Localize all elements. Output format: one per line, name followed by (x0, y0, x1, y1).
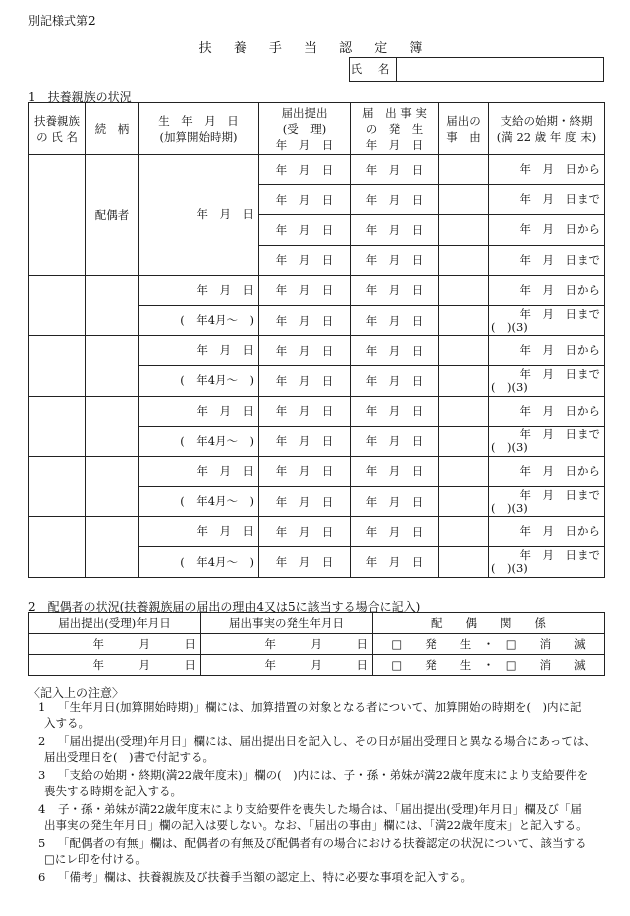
event-date-cell[interactable] (351, 336, 439, 366)
cell-text: 年 月 日から (519, 343, 600, 358)
cell-text: ( )(3) (491, 379, 528, 394)
note-number: 4 (38, 802, 46, 816)
reason-cell[interactable] (439, 305, 489, 335)
period-cell[interactable] (489, 275, 605, 305)
cell-text: 年 月 日 (275, 464, 334, 479)
header-line: 届出提出 (281, 105, 328, 120)
header-line: の 発 生 (365, 121, 424, 136)
dependent-name-cell[interactable] (29, 396, 86, 456)
dependents-table (28, 102, 605, 578)
cell-text: 年 月 日 (275, 253, 334, 268)
reason-cell[interactable] (439, 215, 489, 245)
reason-cell[interactable] (439, 366, 489, 396)
spouse-header-event: 届出事実の発生年月日 (201, 613, 373, 634)
cell-text: 年 月 日 (196, 343, 254, 358)
cell-text: 年 月 日 (365, 222, 424, 237)
cell-text: 年 月 日 (365, 404, 424, 419)
spouse-relation-options[interactable]: □ 発 生 ・ □ 消 滅 (373, 634, 605, 655)
note-number: 1 (38, 700, 46, 714)
cell-text: 年 月 日まで (519, 252, 600, 267)
relation-cell[interactable] (86, 275, 139, 335)
header-dependent-name (29, 103, 86, 155)
event-date-cell[interactable] (351, 215, 439, 245)
cell-text: ( )(3) (491, 561, 528, 576)
header-line: 続 柄 (94, 121, 130, 136)
age-start-cell[interactable] (139, 426, 259, 456)
age-start-cell[interactable] (139, 547, 259, 577)
note-line: 「配偶者の有無」欄は、配偶者の有無及び配偶者有の場合における扶養認定の状況について、該当する (58, 836, 587, 850)
period-cell[interactable] (489, 336, 605, 366)
header-line: 事 由 (446, 129, 481, 144)
note-item (28, 801, 604, 833)
cell-text: 年 月 日 (196, 463, 254, 478)
header-period (489, 103, 605, 155)
age-start-cell[interactable] (139, 366, 259, 396)
cell-text: 年 月 日まで (519, 487, 600, 502)
cell-text: 年 月 日 (365, 524, 424, 539)
note-item (28, 733, 604, 765)
reason-cell[interactable] (439, 487, 489, 517)
header-line: 支給の始期・終期 (500, 113, 593, 128)
event-date-cell[interactable] (351, 456, 439, 486)
event-date-cell[interactable] (351, 517, 439, 547)
note-line: 「届出提出(受理)年月日」欄には、届出提出日を記入し、その日が届出受理日と異なる場合にあっては、 (58, 734, 596, 748)
cell-text: 年 月 日から (519, 282, 600, 297)
birth-date-cell[interactable] (139, 517, 259, 547)
header-line: 扶養親族 (34, 113, 80, 128)
header-report-date (259, 103, 351, 155)
spouse-header-relation: 配 偶 関 係 (373, 613, 605, 634)
period-cell[interactable] (489, 456, 605, 486)
event-date-cell[interactable] (351, 396, 439, 426)
report-date-cell[interactable] (259, 155, 351, 185)
note-line: □にレ印を付ける。 (44, 852, 147, 866)
relation-cell (86, 155, 139, 276)
report-date-cell[interactable] (259, 487, 351, 517)
cell-text: 年 月 日 (365, 464, 424, 479)
cell-text: 年 月 日 (365, 373, 424, 388)
event-date-cell[interactable] (351, 487, 439, 517)
cell-text: 年 月 日 (275, 434, 334, 449)
header-line: 届 出 事 実 (362, 105, 427, 120)
cell-text: 年 月 日 (275, 494, 334, 509)
birth-date-cell[interactable] (139, 275, 259, 305)
report-date-cell[interactable] (259, 396, 351, 426)
report-date-cell[interactable] (259, 275, 351, 305)
cell-text: 年 月 日まで (519, 548, 600, 563)
period-cell[interactable] (489, 487, 605, 517)
reason-cell[interactable] (439, 396, 489, 426)
header-relation (86, 103, 139, 155)
reason-cell[interactable] (439, 426, 489, 456)
header-line: (満 22 歳 年 度 末) (496, 129, 597, 144)
relation-cell[interactable] (86, 396, 139, 456)
cell-text: 年 月 日 (196, 282, 254, 297)
relation-cell[interactable] (86, 336, 139, 396)
period-cell[interactable] (489, 245, 605, 275)
cell-text: ( 年4月～ ) (180, 433, 254, 448)
period-cell[interactable] (489, 366, 605, 396)
cell-text: ( )(3) (491, 319, 528, 334)
dependent-name-cell[interactable] (29, 275, 86, 335)
cell-text: 年 月 日まで (519, 427, 600, 442)
cell-text: 年 月 日 (365, 192, 424, 207)
note-line: 子・孫・弟妹が満22歳年度末により支給要件を喪失した場合は、「届出提出(受理)年月日」欄及び「届 (58, 802, 582, 816)
relation-cell[interactable] (86, 456, 139, 516)
reason-cell[interactable] (439, 185, 489, 215)
reason-cell[interactable] (439, 245, 489, 275)
report-date-cell[interactable] (259, 426, 351, 456)
header-line: 年 月 日 (275, 137, 334, 152)
period-cell[interactable] (489, 396, 605, 426)
cell-text: 年 月 日まで (519, 366, 600, 381)
cell-text: 配偶者 (94, 207, 130, 222)
note-line: 「生年月日(加算開始時期)」欄には、加算措置の対象となる者について、加算開始の時期を( )内に記 (58, 700, 582, 714)
dependent-name-cell[interactable] (29, 155, 86, 276)
note-item (28, 699, 604, 731)
header-line: (加算開始時期) (159, 129, 238, 144)
cell-text: ( 年4月～ ) (180, 373, 254, 388)
header-birth (139, 103, 259, 155)
dependent-name-cell[interactable] (29, 456, 86, 516)
section2-title: 2 配偶者の状況(扶養親族届の届出の理由4又は5に該当する場合に記入) (28, 600, 421, 614)
notes-title: 〈記入上の注意〉 (28, 686, 125, 700)
cell-text: 年 月 日 (275, 373, 334, 388)
cell-text: 年 月 日 (275, 404, 334, 419)
cell-text: 年 月 日 (365, 343, 424, 358)
note-line: 入する。 (44, 716, 90, 730)
report-date-cell[interactable] (259, 456, 351, 486)
dependent-name-cell[interactable] (29, 336, 86, 396)
cell-text: 年 月 日まで (519, 306, 600, 321)
name-label: 氏 名 (350, 58, 397, 81)
cell-text: 年 月 日 (275, 162, 334, 177)
cell-text: 年 月 日 (275, 283, 334, 298)
event-date-cell[interactable] (351, 366, 439, 396)
note-number: 2 (38, 734, 46, 748)
reason-cell[interactable] (439, 517, 489, 547)
note-number: 5 (38, 836, 46, 850)
header-line: の 氏 名 (36, 129, 78, 144)
age-start-cell[interactable] (139, 305, 259, 335)
reason-cell[interactable] (439, 275, 489, 305)
period-cell[interactable] (489, 517, 605, 547)
age-start-cell[interactable] (139, 487, 259, 517)
cell-text: 年 月 日 (365, 283, 424, 298)
cell-text: 年 月 日 (275, 524, 334, 539)
cell-text: ( 年4月～ ) (180, 494, 254, 509)
birth-date-cell[interactable] (139, 396, 259, 426)
event-date-cell[interactable] (351, 305, 439, 335)
note-item (28, 835, 604, 867)
cell-text: ( )(3) (491, 500, 528, 515)
cell-text: 年 月 日 (275, 555, 334, 570)
cell-text: 年 月 日から (519, 524, 600, 539)
cell-text: 年 月 日 (275, 192, 334, 207)
cell-text: 年 月 日 (365, 253, 424, 268)
note-line: 「備考」欄は、扶養親族及び扶養手当額の認定上、特に必要な事項を記入する。 (58, 870, 472, 884)
note-line: 届出受理日を( )書で付記する。 (44, 750, 214, 764)
spouse-event-date[interactable]: 年 月 日 (201, 634, 373, 655)
cell-text: 年 月 日 (275, 343, 334, 358)
event-date-cell[interactable] (351, 426, 439, 456)
dependent-name-cell[interactable] (29, 517, 86, 577)
spouse-event-date[interactable]: 年 月 日 (201, 655, 373, 676)
period-cell[interactable] (489, 547, 605, 577)
cell-text: 年 月 日から (519, 162, 600, 177)
cell-text: 年 月 日まで (519, 192, 600, 207)
spouse-report-date[interactable]: 年 月 日 (29, 655, 201, 676)
header-line: 届出の (446, 113, 481, 128)
page-title: 扶 養 手 当 認 定 簿 (198, 41, 432, 56)
cell-text: 年 月 日 (196, 207, 254, 222)
spouse-header-report: 届出提出(受理)年月日 (29, 613, 201, 634)
note-item (28, 869, 604, 885)
cell-text: 年 月 日から (519, 403, 600, 418)
report-date-cell[interactable] (259, 185, 351, 215)
event-date-cell[interactable] (351, 275, 439, 305)
note-item (28, 767, 604, 799)
form-label: 別記様式第2 (28, 14, 96, 28)
report-date-cell[interactable] (259, 517, 351, 547)
reason-cell[interactable] (439, 456, 489, 486)
relation-cell[interactable] (86, 517, 139, 577)
spouse-report-date[interactable]: 年 月 日 (29, 634, 201, 655)
cell-text: 年 月 日 (365, 434, 424, 449)
section1-title: 1 扶養親族の状況 (28, 90, 132, 104)
birth-date-cell[interactable] (139, 155, 259, 276)
report-date-cell[interactable] (259, 305, 351, 335)
header-line: (受 理) (282, 121, 327, 136)
header-line: 年 月 日 (365, 137, 424, 152)
spouse-table (28, 612, 605, 676)
cell-text: 年 月 日 (365, 162, 424, 177)
event-date-cell[interactable] (351, 155, 439, 185)
cell-text: 年 月 日から (519, 463, 600, 478)
cell-text: 年 月 日 (275, 222, 334, 237)
report-date-cell[interactable] (259, 245, 351, 275)
report-date-cell[interactable] (259, 366, 351, 396)
event-date-cell[interactable] (351, 547, 439, 577)
cell-text: 年 月 日 (275, 313, 334, 328)
note-line: 出事実の発生年月日」欄の記入は要しない。なお、「届出の事由」欄には、「満22歳年度末」と記入する。 (44, 818, 588, 832)
cell-text: 年 月 日 (365, 313, 424, 328)
period-cell[interactable] (489, 155, 605, 185)
period-cell[interactable] (489, 185, 605, 215)
header-line: 生 年 月 日 (158, 113, 239, 128)
note-line: 喪失する時期を記入する。 (44, 784, 182, 798)
reason-cell[interactable] (439, 547, 489, 577)
name-field[interactable] (349, 57, 604, 82)
reason-cell[interactable] (439, 336, 489, 366)
cell-text: ( 年4月～ ) (180, 554, 254, 569)
period-cell[interactable] (489, 215, 605, 245)
header-event-date (351, 103, 439, 155)
period-cell[interactable] (489, 305, 605, 335)
cell-text: 年 月 日 (196, 403, 254, 418)
birth-date-cell[interactable] (139, 336, 259, 366)
cell-text: 年 月 日 (196, 524, 254, 539)
cell-text: ( )(3) (491, 440, 528, 455)
report-date-cell[interactable] (259, 547, 351, 577)
report-date-cell[interactable] (259, 336, 351, 366)
reason-cell[interactable] (439, 155, 489, 185)
event-date-cell[interactable] (351, 245, 439, 275)
spouse-relation-options[interactable]: □ 発 生 ・ □ 消 滅 (373, 655, 605, 676)
cell-text: 年 月 日 (365, 555, 424, 570)
report-date-cell[interactable] (259, 215, 351, 245)
cell-text: 年 月 日から (519, 222, 600, 237)
note-line: 「支給の始期・終期(満22歳年度末)」欄の( )内には、子・孫・弟妹が満22歳年度末により支給要件を (58, 768, 589, 782)
note-number: 6 (38, 870, 46, 884)
note-number: 3 (38, 768, 46, 782)
event-date-cell[interactable] (351, 185, 439, 215)
period-cell[interactable] (489, 426, 605, 456)
birth-date-cell[interactable] (139, 456, 259, 486)
cell-text: 年 月 日 (365, 494, 424, 509)
cell-text: ( 年4月～ ) (180, 313, 254, 328)
header-reason (439, 103, 489, 155)
